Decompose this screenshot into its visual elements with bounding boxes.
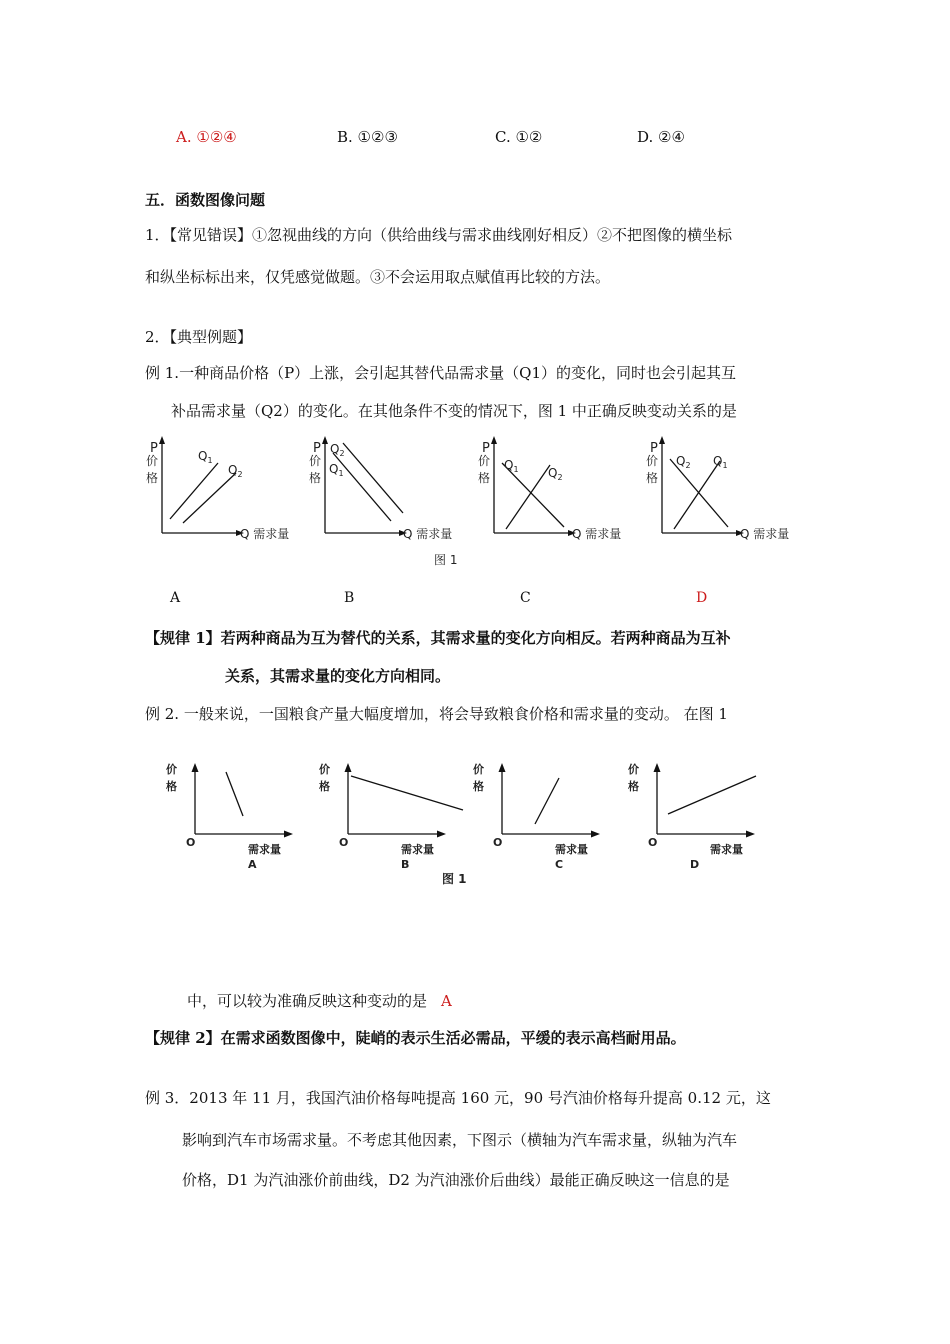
example1-graph-b [309,436,452,541]
svg-text:Q2: $Q_2$ [676,454,691,470]
svg-text:P: P [650,441,658,456]
svg-text:价: 价 [646,454,659,468]
svg-text:D: D [690,858,700,871]
svg-text:价: 价 [146,454,159,468]
common-errors-line1: 1．【常见错误】①忽视曲线的方向（供给曲线与需求曲线刚好相反）②不把图像的横坐标 [145,226,733,244]
svg-text:格: 格 [319,780,330,793]
example2-graph-d [628,762,756,871]
svg-text:格: 格 [628,780,639,793]
example3-line2: 影响到汽车市场需求量。不考虑其他因素，下图示（横轴为汽车需求量，纵轴为汽车 [182,1131,738,1149]
curve-q1 [333,453,391,521]
svg-text:需求量: 需求量 [555,843,588,856]
example1-graph-d [646,436,789,541]
svg-text:价: 价 [309,454,322,468]
option-c: C. ①② [495,128,543,146]
example1-label-a: A [170,590,181,606]
curve-q2 [343,443,403,513]
svg-text:O: O [186,836,196,849]
svg-text:Q2: $Q_2$ [330,442,345,458]
svg-text:Q2: $Q_2$ [228,463,243,479]
example2-figure [150,760,770,890]
example1-graph-a [146,436,289,541]
example1-line1: 例 1.一种商品价格（P）上涨，会引起其替代品需求量（Q1）的变化，同时也会引起其互 [145,364,737,382]
svg-text:P: P [313,441,321,456]
svg-text:O: O [648,836,658,849]
svg-text:价: 价 [628,763,639,776]
svg-text:价: 价 [473,763,484,776]
svg-text:价: 价 [478,454,491,468]
section-heading: 五．函数图像问题 [145,191,266,209]
svg-text:B: B [401,858,410,871]
svg-text:Q1: $Q_1$ [329,462,344,478]
svg-text:Q 需求量: Q 需求量 [403,527,453,541]
svg-text:格: 格 [646,471,659,485]
svg-text:Q2: $Q_2$ [548,466,563,482]
option-d: D. ②④ [637,128,685,146]
rule1-line1: 【规律 1】若两种商品为互为替代的关系，其需求量的变化方向相反。若两种商品为互补 [145,629,731,647]
rule2-text: 【规律 2】在需求函数图像中，陡峭的表示生活必需品，平缓的表示高档耐用品。 [145,1029,686,1047]
svg-text:Q1: $Q_1$ [504,458,519,474]
example2-graph-a [166,762,293,871]
example1-label-d: D [696,590,708,606]
svg-text:Q 需求量: Q 需求量 [572,527,622,541]
example2-line1: 例 2. 一般来说，一国粮食产量大幅度增加，将会导致粮食价格和需求量的变动。 在图 1 [145,705,728,723]
svg-text:格: 格 [478,471,491,485]
svg-text:P: P [150,441,158,456]
common-errors-line2: 和纵坐标标出来，仅凭感觉做题。③不会运用取点赋值再比较的方法。 [145,268,611,286]
svg-text:价: 价 [166,763,177,776]
example3-line3: 价格，D1 为汽油涨价前曲线，D2 为汽油涨价后曲线）最能正确反映这一信息的是 [182,1171,730,1189]
option-b: B. ①②③ [337,128,398,146]
svg-text:格: 格 [166,780,177,793]
option-a: A. ①②④ [176,128,237,146]
example2-line2 [187,990,452,1011]
svg-text:价: 价 [319,763,330,776]
example3-line1: 例 3．2013 年 11 月，我国汽油价格每吨提高 160 元，90 号汽油价格每升提高 0.12 元，这 [145,1089,771,1107]
svg-text:Q 需求量: Q 需求量 [740,527,790,541]
svg-text:Q 需求量: Q 需求量 [240,527,290,541]
svg-text:需求量: 需求量 [248,843,281,856]
example1-graph-c [478,436,621,541]
example1-line2: 补品需求量（Q2）的变化。在其他条件不变的情况下，图 1 中正确反映变动关系的是 [171,402,737,420]
svg-text:格: 格 [473,780,484,793]
curve [226,772,243,816]
curve [351,776,463,810]
svg-text:Q1: $Q_1$ [198,449,213,465]
example1-figure-caption: 图 1 [434,553,458,567]
example1-label-b: B [344,590,355,606]
example2-graph-b [319,762,463,871]
svg-text:C: C [555,858,564,871]
example2-graph-c [473,762,600,871]
example2-line2-text: 中，可以较为准确反映这种变动的是 [187,992,428,1010]
example2-answer: A [441,992,452,1010]
svg-text:格: 格 [309,471,322,485]
svg-text:O: O [339,836,349,849]
curve-q2 [183,473,236,523]
example1-label-c: C [520,590,531,606]
svg-text:A: A [248,858,257,871]
typical-examples-heading: 2．【典型例题】 [145,328,253,346]
example2-figure-caption: 图 1 [442,872,467,886]
svg-text:需求量: 需求量 [401,843,434,856]
svg-text:P: P [482,441,490,456]
example1-figure [140,435,820,575]
curve-q1 [170,463,218,519]
curve [535,778,559,824]
curve [668,776,756,814]
svg-text:需求量: 需求量 [710,843,743,856]
svg-text:格: 格 [146,471,159,485]
svg-text:Q1: $Q_1$ [713,454,728,470]
svg-text:O: O [493,836,503,849]
rule1-line2: 关系，其需求量的变化方向相同。 [225,667,451,685]
